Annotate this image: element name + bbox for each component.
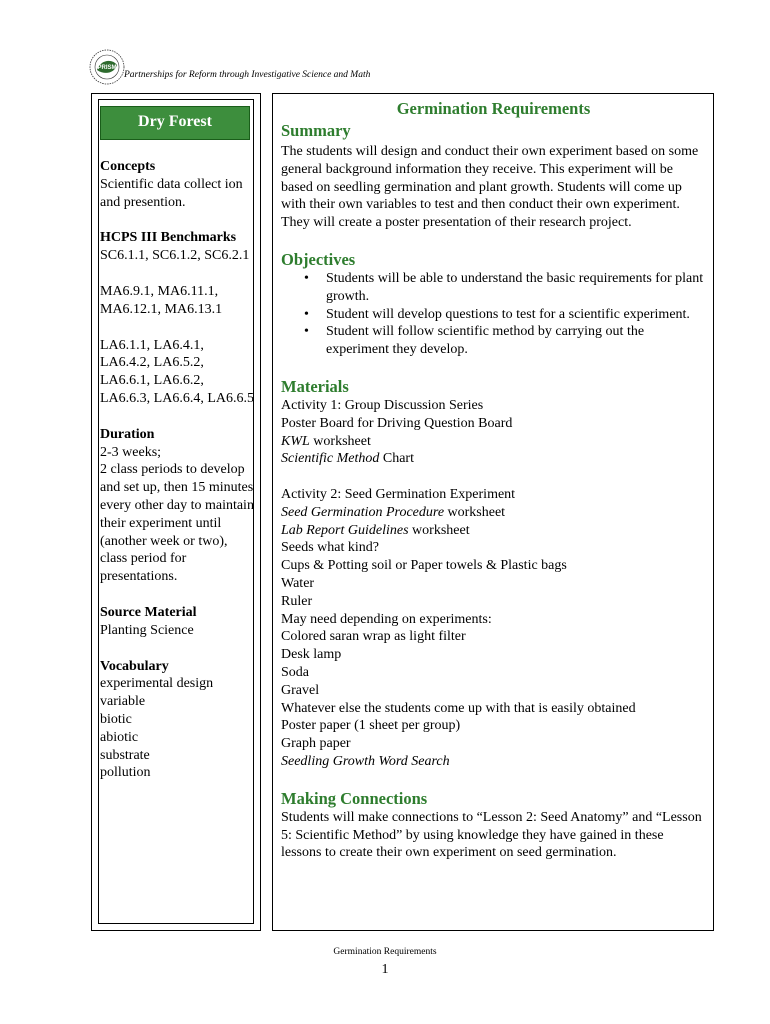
sidebar — [100, 158, 255, 800]
activity1-title: Activity 1: Group Discussion Series — [281, 397, 484, 413]
material-item: Scientific Method Chart — [281, 451, 414, 467]
svg-text:PRISM: PRISM — [97, 65, 117, 71]
material-item: May need depending on experiments: — [281, 611, 492, 627]
source-block — [100, 604, 255, 640]
objective-item: • Student will follow scientific method by carrying out the experiment they develop. — [326, 323, 706, 359]
connections-text: Students will make connections to “Lesson 2: Seed Anatomy” and “Lesson 5: Scientific Method” by using knowledge they have gained in these lessons to create their own experiment on seed germination. — [281, 809, 702, 861]
material-item: Whatever else the students come up with that is easily obtained — [281, 700, 636, 716]
duration-heading: Duration — [100, 426, 155, 442]
activity2-title: Activity 2: Seed Germination Experiment — [281, 486, 516, 502]
benchmarks-sc: SC6.1.1, SC6.1.2, SC6.2.1 — [100, 248, 250, 264]
source-heading: Source Material — [100, 604, 197, 620]
objectives-list — [281, 270, 706, 359]
vocab-item: experimental design — [100, 676, 214, 692]
duration-block — [100, 426, 255, 586]
duration-line: 2 class periods to develop and set up, then 15 minutes every other day to maintain their experiment until (another week or two), class period for presentations. — [100, 462, 254, 585]
vocab-item: biotic — [100, 711, 132, 727]
prism-logo — [88, 48, 126, 86]
material-item: Poster Board for Driving Question Board — [281, 415, 513, 431]
materials-heading: Materials — [281, 376, 349, 396]
lesson-title: Germination Requirements — [396, 99, 591, 118]
material-item: Gravel — [281, 682, 320, 698]
benchmarks-heading: HCPS III Benchmarks — [100, 230, 237, 246]
objectives-heading: Objectives — [281, 249, 356, 269]
material-item: Graph paper — [281, 736, 351, 752]
material-item: Soda — [281, 664, 309, 680]
vocab-item: variable — [100, 694, 146, 710]
objective-item: • Student will develop questions to test for a scientific experiment. — [326, 306, 706, 324]
duration-line: 2-3 weeks; — [100, 444, 162, 460]
materials-list — [281, 397, 706, 771]
benchmarks-block — [100, 229, 255, 265]
material-item: KWL worksheet — [281, 433, 371, 449]
page-number: 1 — [381, 962, 389, 977]
material-item: Seedling Growth Word Search — [281, 753, 450, 769]
material-item: Ruler — [281, 593, 313, 609]
benchmarks-la: LA6.1.1, LA6.4.1, LA6.4.2, LA6.5.2, LA6.6.1, LA6.6.2, LA6.6.3, LA6.6.4, LA6.6.5 — [100, 337, 254, 406]
material-item: Lab Report Guidelines worksheet — [281, 522, 470, 538]
material-item: Colored saran wrap as light filter — [281, 629, 466, 645]
materials-section — [281, 377, 706, 771]
objectives-section — [281, 250, 706, 359]
connections-heading: Making Connections — [281, 788, 428, 808]
material-item: Seeds what kind? — [281, 540, 379, 556]
material-item: Desk lamp — [281, 647, 342, 663]
footer-title: Germination Requirements — [333, 947, 437, 957]
material-item: Seed Germination Procedure worksheet — [281, 504, 506, 520]
vocab-item: substrate — [100, 747, 150, 763]
objective-item: • Students will be able to understand the basic requirements for plant growth. — [326, 270, 706, 306]
summary-text: The students will design and conduct their own experiment based on some general background information they receive. This experiment will be based on seedling germination and plant growth. Students will come up with their own variables to test and then conduct their own experiment. They will create a poster presentation of their research project. — [281, 144, 699, 231]
connections-section — [281, 789, 706, 862]
material-item: Water — [281, 575, 315, 591]
source-text: Planting Science — [100, 622, 194, 638]
vocab-heading: Vocabulary — [100, 658, 169, 674]
material-item: Cups & Potting soil or Paper towels & Plastic bags — [281, 558, 567, 574]
concepts-block — [100, 158, 255, 211]
unit-title: Dry Forest — [100, 106, 250, 140]
vocab-item: abiotic — [100, 729, 139, 745]
vocab-item: pollution — [100, 765, 151, 781]
summary-heading: Summary — [281, 121, 351, 140]
vocab-block — [100, 658, 255, 783]
concepts-text: Scientific data collect ion and presention. — [100, 176, 243, 210]
main-content — [281, 99, 706, 862]
tagline: Partnerships for Reform through Investigative Science and Math — [124, 70, 371, 80]
material-item: Poster paper (1 sheet per group) — [281, 718, 461, 734]
concepts-heading: Concepts — [100, 159, 156, 174]
benchmarks-ma: MA6.9.1, MA6.11.1, MA6.12.1, MA6.13.1 — [100, 283, 223, 317]
